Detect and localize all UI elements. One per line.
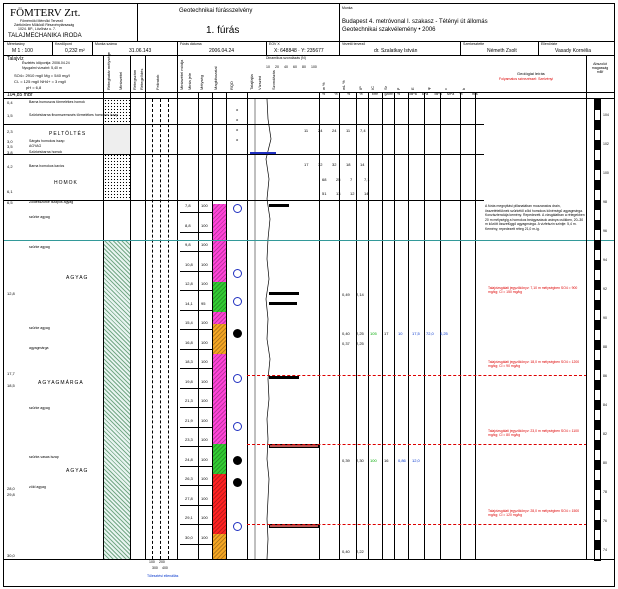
sample-circle-icon — [233, 422, 242, 431]
project-line-2: Geotechnikai szakvélemény • 2006 — [342, 27, 436, 33]
left-note: szürke agyag — [29, 215, 50, 219]
work-number: 31.06.143 — [129, 48, 152, 54]
sample-circle-icon — [233, 297, 242, 306]
elevation-label: 94 — [603, 258, 607, 262]
layer-depth: 3,5 — [7, 144, 13, 149]
project-line-1: Budapest 4. metróvonal I. szakasz - Tétényi út állomás — [342, 19, 488, 25]
column-header: Mintavétel módja — [179, 59, 184, 90]
layer-name: Szürkésbarna finomszemcsés törmelékes homokos iszap — [29, 113, 119, 117]
geology-subtitle: Folyamatos szinezéssel: Szelvényi — [499, 77, 554, 81]
column-header: Feliratok — [155, 74, 160, 90]
layer-depth: 1,5 — [7, 113, 13, 118]
layer-name: Sárgás homokos iszap — [29, 139, 65, 143]
sample-depth: 30,0 — [185, 534, 193, 540]
geology-note-1: Talajvizsgálati jegyzőkönyv: 7,10 m mélységben SO4 = 900 mg/kg; Cl = 150 mg/kg — [488, 286, 578, 295]
sample-recovery: 100 — [201, 242, 208, 247]
layer-name: Szürkésbarna homok — [29, 150, 63, 154]
left-note: szürke-vasas iszap — [29, 455, 59, 459]
strata-label-marl: AGYAGMÁRGA — [38, 380, 84, 386]
elevation-label: 88 — [603, 345, 607, 349]
column-header: Réteghatár mélysége — [106, 51, 111, 90]
column-header: w % — [321, 82, 326, 90]
department-name: TALAJMECHANIKA IRODA — [8, 33, 82, 39]
sample-depth: 8,8 — [185, 222, 191, 228]
geology-note-2: Talajvizsgálati jegyzőkönyv: 18,0 m mélységben SO4 = 1200 mg/kg; Cl = 90 mg/kg — [488, 360, 580, 369]
column-unit: g/cm³ — [384, 92, 394, 96]
geology-title: Geológiai leírás — [517, 71, 545, 76]
lab-value: 12,0 — [412, 458, 420, 463]
sample-depth: 27,8 — [185, 495, 193, 501]
eov-coordinates: X: 648848 · Y: 235677 — [274, 48, 324, 54]
sample-depth: 21,3 — [185, 398, 193, 403]
boring-date: 2006.04.24 — [209, 48, 235, 54]
penetration-profile — [247, 99, 319, 559]
lab-value: 0,37 — [342, 341, 350, 346]
lab-value: 51 — [322, 191, 327, 196]
sample-recovery: 100 — [201, 359, 208, 364]
strata-label-sand: HOMOK — [54, 180, 78, 186]
start-elevation: 104,85 mBf — [7, 92, 33, 98]
lab-value: 68 — [322, 177, 327, 182]
layer-name: AGYAG — [29, 144, 42, 148]
lab-value: 2,14 — [356, 292, 364, 297]
column-unit: MPa — [434, 92, 442, 96]
column-header: c — [443, 88, 448, 90]
sample-depth: 12,8 — [185, 281, 193, 286]
lab-value: 0,39 — [342, 458, 350, 463]
lab-value: 14 — [360, 162, 365, 167]
penetration-tick: 80 — [302, 65, 306, 69]
layer-depth: 6,1 — [7, 189, 13, 194]
sample-recovery: 100 — [201, 495, 208, 501]
sample-depth: 18,3 — [185, 359, 193, 364]
litho-orange-2 — [213, 534, 226, 559]
lab-value: 17 — [384, 331, 389, 336]
column-header: E — [410, 87, 415, 90]
lab-value: 12 — [350, 191, 355, 196]
sample-recovery: 100 — [201, 339, 208, 345]
lab-value: 2,30 — [356, 458, 364, 463]
lab-value: 16 — [384, 458, 389, 463]
column-header: ρ — [395, 87, 400, 90]
sample-recovery: 100 — [201, 456, 208, 462]
lab-value: 2,22 — [356, 549, 364, 554]
column-unit: MPa — [409, 92, 417, 96]
sample-circle-icon — [233, 522, 242, 531]
company-name: FÖMTERV Zrt. — [10, 7, 81, 19]
layer-depth: 0,4 — [7, 100, 13, 105]
sample-recovery: 100 — [201, 476, 208, 481]
lab-value: 7,4 — [360, 128, 366, 133]
penetr-bar — [269, 204, 289, 207]
layer-depth: 2,3 — [7, 129, 13, 134]
lab-value: 32 — [318, 162, 323, 167]
elevation-label: 104 — [603, 113, 609, 117]
elevation-label: 90 — [603, 316, 607, 320]
sample-dot-icon — [233, 456, 242, 465]
column-unit: % — [359, 92, 363, 96]
column-header: Vízszint — [257, 75, 262, 90]
elevation-label: 96 — [603, 229, 607, 233]
column-unit: % — [347, 92, 351, 96]
sand-pattern — [104, 154, 130, 200]
sample-depth: 9,8 — [185, 242, 191, 247]
lab-value: 17,5 — [412, 331, 420, 336]
sample-recovery: 100 — [201, 261, 208, 267]
lab-value: 2,25 — [356, 341, 364, 346]
column-header: wL % — [341, 80, 346, 90]
penetr-bar — [269, 292, 299, 295]
lab-value: 72,0 — [426, 331, 434, 336]
column-header: Rétegződés — [139, 68, 144, 90]
left-note: szürke agyag — [29, 326, 50, 330]
left-depth: 12,8 — [7, 291, 15, 296]
lab-value: 0,40 — [342, 549, 350, 554]
column-unit: % — [397, 92, 401, 96]
column-header: RQD — [229, 81, 234, 90]
sample-depth: 23,3 — [185, 437, 193, 442]
boring-name: 1. fúrás — [206, 25, 240, 36]
litho-green — [213, 282, 226, 312]
elevation-label: 82 — [603, 432, 607, 436]
lab-value: 0,86 — [398, 458, 406, 463]
lab-value: 10 — [398, 331, 403, 336]
sample-recovery: 100 — [201, 320, 208, 325]
lab-value: 105 — [370, 331, 377, 336]
lab-value: 14 — [364, 191, 369, 196]
sample-depth: 29,1 — [185, 515, 193, 520]
lab-value: 24 — [318, 128, 323, 133]
penetration-tick: 20 — [275, 65, 279, 69]
lab-value: 100 — [370, 458, 377, 463]
layer-name: Zöldesszürke iszapos agyag — [29, 200, 74, 204]
sample-recovery: 100 — [201, 203, 208, 208]
lab-value: 32 — [332, 162, 337, 167]
elevation-label: 86 — [603, 374, 607, 378]
layer-depth: 3,0 — [7, 139, 13, 144]
sample-depth: 26,3 — [185, 476, 193, 481]
sample-dot-icon — [233, 478, 242, 487]
elevation-label: 92 — [603, 287, 607, 291]
left-depth: 28,0 — [7, 486, 15, 491]
lab-value: 7 — [350, 177, 353, 182]
column-unit: MPa — [447, 92, 455, 96]
marker-dot-small: o — [236, 127, 239, 132]
elevation-label: 76 — [603, 519, 607, 523]
marker-dot-small: o — [236, 117, 239, 122]
report-title: Geotechnikai fúrásszelvény — [179, 8, 253, 14]
layer-name: Barna humuszos törmelékes homok — [29, 100, 85, 104]
sample-depth: 21,9 — [185, 417, 193, 423]
column-unit: % — [334, 92, 338, 96]
lab-value: 7,1 — [364, 177, 370, 182]
column-header: Mintavétel — [118, 71, 123, 90]
penetration-label: Dinamikus szondázás (N) — [266, 56, 306, 60]
editor-name: Németh Zsolt — [487, 48, 517, 54]
litho-pink-1 — [213, 204, 226, 334]
depth-ruler — [594, 99, 601, 561]
sample-depth: 7,8 — [185, 203, 191, 208]
lab-value: 24 — [332, 128, 337, 133]
litho-red — [213, 474, 226, 534]
sample-depth: 15,4 — [185, 320, 193, 325]
sample-recovery: 95 — [201, 300, 206, 306]
sample-recovery: 100 — [201, 378, 208, 384]
start-value: 0,232 m² — [65, 48, 85, 54]
strata-label-clay-2: AGYAG — [66, 468, 89, 474]
sample-recovery: 100 — [201, 222, 208, 228]
column-header: Minta jele — [187, 72, 192, 90]
sample-recovery: 100 — [201, 515, 208, 520]
column-header: Mélység — [199, 75, 204, 90]
strata-label-fill: PELTÖLTÉS — [49, 131, 87, 137]
water-title: Talajvíz — [7, 56, 24, 62]
boring-log-sheet: FÖMTERV Zrt. Főmérnöki Mérnöki Tervező Zártkörűen Működő Részvénytársaság 1024. BP., Lövőház u. 7. TALAJMECHANIKA IRODA Geotechnikai fúrásszelvény 1. fúrás Munka Budapest 4. metróvonal I. szakasz - Tétényi út állomás Geotechnikai szakvélemény • 2006 Méretarány M 1 : 100 Kezdőpont 0,232 m² Munka száma 31.06.143 Fúrás dátuma 2006.04.24 EOV X X: 648848 · Y: 235677 Vezető tervező dr. Szalatkay István Szerkesztette Németh Zsolt Ellenőrizte Vasady Kornélia Talajvíz Észlelés időpontja: 2006.04.24 Nyugalmi vízszint: 5,40 m SO4= 2910 mg/l Mg = 540 mg/l Cl- = 125 mg/l NH4+ = 3 mg/l pH = 6,8 Réteghatár mélysége Mintavétel Rétegszám Rétegződés Feliratok Mintavétel módja Minta jele Mélység Magkihozatal RQD Talajfajta Vízszint Szondázás w % wL % IP IC Sr ρ E φ c k % % % % t/m³ g/cm³ % MPa kPa MPa MPa % m/s 104,85 mBf Dinamikus szondázás (N) 10 20 40 60 80 100 0,4 Barna humuszos törmelékes homok 1,5 Szürkésbarna finomszemcsés törmelékes homokos iszap 2,3 3,0 Sárgás homokos iszap 3,5 AGYAG 3,8 Szürkésbarna homok 4,2 Barna homokos kavics 6,1 6,5 Zöldesszürke iszapos agyag szürke agyag szürke agyag szürke agyag agyagmárga szürke agyag szürke-vasas iszap zöld agyag 12,8 17,7 18,5 28,0 29,8 PELTÖLTÉS HOMOK AGYAG AGYAGMÁRGA AGYAG 7,8 100 8,8 100 9,8 100 10,8 100 12,8 100 14,1 95 15,4 100 16,8 100 18,3 100 19,8 100 21,3 100 21,9 100 23,3 100 24,8 100 26,3 100 27,8 100 29,1 100 30,0 100 o o o o 11 24 24 11 7,4 17 32 32 18 14 68 25 7 7,1 51 13 12 14 0,49 2,14 0,40 2,25 105 17 10 17,5 72,0 0,25 0,37 2,25 0,39 2,30 100 16 0,86 12,0 0,40 2,22 Geológiai leírás Folyamatos szinezéssel: Szelvényi A fúrás megnyitási pillanatában mozzanatos drain, összetételüknek szürkétől zöld homokos kövérségű agyagmárga. Konzisztenciája kemény. Repedezett. A vizsgálatban a rétegekben 20 m mélységig a homokos beágyazások aránya csökken, 20–30 m között összefüggő agyagmárga. A vízfelszín szintje: 5,4 m. Kemény, repedezett réteg 21,0 m-ig. Talajvizsgálati jegyzőkönyv: 7,10 m mélységben SO4 = 900 mg/kg; Cl = 150 mg/kg Talajvizsgálati jegyzőkönyv: 18,0 m mélységben SO4 = 1200 mg/kg; Cl = 90 mg/kg Talajvizsgálati jegyzőkönyv: 23,0 m mélységben SO4 = 1100 mg/kg; Cl = 80 mg/kg Talajvizsgálati jegyzőkönyv: 28,0 m mélységben SO4 = 1500 mg/kg; Cl = 120 mg/kg Abszolút magasság mBf 104 102 100 98 96 94 92 90 88 86 84 82 80 78 76 74 30,0 100 200 300 400 Tűlesztési ellenállás — [3, 3, 615, 587]
elevation-label: 102 — [603, 142, 609, 146]
sample-depth: 19,8 — [185, 378, 193, 384]
column-header: φ — [426, 87, 431, 90]
penetr-bar — [269, 376, 299, 379]
scale-value: M 1 : 100 — [12, 48, 33, 54]
right-scale-title: Abszolút magasság mBf — [591, 62, 609, 74]
marker-dot-small: o — [236, 137, 239, 142]
column-unit: % — [322, 92, 326, 96]
elevation-label: 78 — [603, 490, 607, 494]
lab-value: 2,25 — [356, 331, 364, 336]
column-header: Sr — [383, 86, 388, 90]
lab-value: 0,40 — [342, 331, 350, 336]
litho-orange-1 — [213, 324, 226, 354]
column-header: k — [461, 88, 466, 90]
sample-recovery: 100 — [201, 281, 208, 286]
layer-depth: 6,5 — [7, 200, 13, 205]
lead-designer: dr. Szalatkay István — [374, 48, 418, 54]
company-line-1: Főmérnöki Mérnöki Tervező — [20, 19, 64, 23]
elevation-label: 74 — [603, 548, 607, 552]
column-header: IP — [358, 86, 363, 90]
lab-value: 11 — [304, 128, 309, 133]
column-unit: t/m³ — [372, 92, 379, 96]
claystone-hatch — [104, 240, 130, 559]
lab-value: 11 — [346, 128, 351, 133]
lab-value: 25 — [336, 177, 341, 182]
column-unit: kPa — [422, 92, 429, 96]
left-note: szürke agyag — [29, 406, 50, 410]
column-header: IC — [370, 86, 375, 90]
geology-description: A fúrás megnyitási pillanatában mozzanatos drain, összetételüknek szürkétől zöld homokos kövérségű agyagmárga. Konzisztenciája kemény. Repedezett. A vizsgálatban a rétegekben 20 m mélységig a homokos beágyazások aránya csökken, 20–30 m között összefüggő agyagmárga. A vízfelszín szintje: 5,4 m. Kemény, repedezett réteg 21,0 m-ig. — [485, 204, 585, 231]
sample-recovery: 100 — [201, 437, 208, 442]
column-header: Szondázás — [271, 70, 276, 90]
column-unit: % — [459, 92, 463, 96]
sample-depth: 10,8 — [185, 261, 193, 267]
column-header: Rétegszám — [132, 69, 137, 90]
company-line-3: 1024. BP., Lövőház u. 7. — [18, 27, 56, 31]
left-note: zöld agyag — [29, 485, 46, 489]
penetration-tick: 40 — [284, 65, 288, 69]
elevation-label: 98 — [603, 200, 607, 204]
company-line-2: Zártkörűen Működő Részvénytársaság — [14, 23, 75, 27]
lab-value: 18 — [346, 162, 351, 167]
penetration-tick: 10 — [266, 65, 270, 69]
elevation-label: 100 — [603, 171, 609, 175]
left-depth: 17,7 — [7, 371, 15, 376]
elevation-label: 80 — [603, 461, 607, 465]
sample-circle-icon — [233, 269, 242, 278]
checker-name: Vasady Kornélia — [555, 48, 592, 54]
penetration-tick: 100 — [311, 65, 317, 69]
lab-value: 13 — [336, 191, 341, 196]
lab-value: 0,25 — [440, 331, 448, 336]
strata-label-clay-1: AGYAG — [66, 275, 89, 281]
litho-pink-2 — [213, 354, 226, 444]
penetr-bar — [269, 302, 297, 305]
sample-circle-icon — [233, 374, 242, 383]
left-depth: 29,8 — [7, 492, 15, 497]
column-header: Talajfajta — [249, 74, 254, 90]
sample-recovery: 100 — [201, 417, 208, 423]
bottom-label: Tűlesztési ellenállás — [147, 574, 179, 578]
sample-depth: 14,1 — [185, 300, 193, 306]
geology-note-4: Talajvizsgálati jegyzőkönyv: 28,0 m mélységben SO4 = 1500 mg/kg; Cl = 120 mg/kg — [488, 509, 580, 518]
sample-depth: 24,8 — [185, 456, 193, 462]
sample-recovery: 100 — [201, 534, 208, 540]
left-note: agyagmárga — [29, 346, 49, 350]
left-depth: 18,5 — [7, 383, 15, 388]
layer-depth: 3,8 — [7, 150, 13, 155]
layer-depth: 4,2 — [7, 164, 13, 169]
left-note: szürke agyag — [29, 245, 50, 249]
penetration-tick: 60 — [293, 65, 297, 69]
sample-recovery: 100 — [201, 398, 208, 403]
bottom-depth: 30,0 — [7, 553, 15, 558]
column-header: Magkihozatal — [213, 66, 218, 90]
geology-note-3: Talajvizsgálati jegyzőkönyv: 23,0 m mélységben SO4 = 1100 mg/kg; Cl = 80 mg/kg — [488, 429, 579, 438]
litho-green-2 — [213, 444, 226, 474]
fill-pattern — [104, 124, 130, 154]
sample-dot-icon — [233, 329, 242, 338]
lab-value: 0,49 — [342, 292, 350, 297]
elevation-label: 84 — [603, 403, 607, 407]
topsoil-pattern — [104, 99, 130, 124]
column-unit: m/s — [472, 92, 478, 96]
sample-depth: 16,8 — [185, 339, 193, 345]
sample-circle-icon — [233, 204, 242, 213]
lab-value: 17 — [304, 162, 309, 167]
layer-name: Barna homokos kavics — [29, 164, 65, 168]
marker-dot-small: o — [236, 107, 239, 112]
